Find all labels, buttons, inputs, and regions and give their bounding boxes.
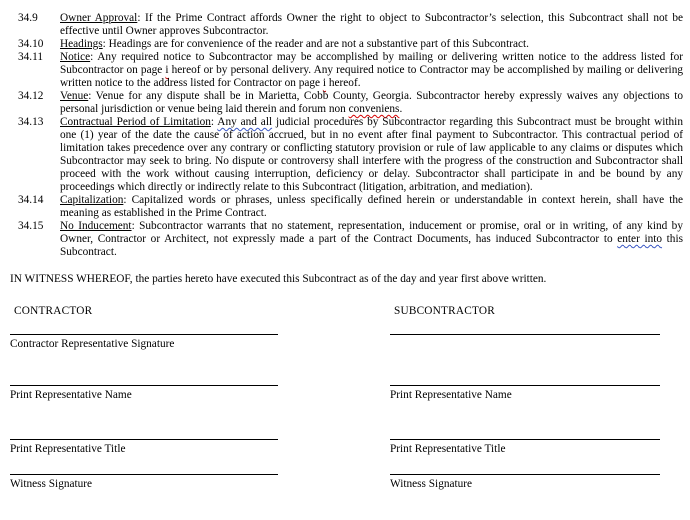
- clause-text: [60, 194, 683, 220]
- clause-number: 34.15: [18, 220, 44, 232]
- clause-number: 34.10: [18, 38, 44, 50]
- clause-text: [60, 51, 683, 90]
- signature-column-title: SUBCONTRACTOR: [394, 305, 495, 317]
- signature-area: [10, 305, 683, 491]
- clause-text: [60, 12, 683, 38]
- signature-line-label: [390, 335, 660, 351]
- clause-34-15: [10, 220, 683, 259]
- clause-text: [60, 220, 683, 259]
- signature-line-label: Contractor Representative Signature: [10, 338, 175, 350]
- grammar-check-underline: Any and all: [217, 116, 273, 128]
- clause-text: [60, 38, 683, 51]
- clause-segment: : Headings are for convenience of the reader and are not a substantive part of this Subcontract.: [102, 38, 529, 50]
- signature-line-label: Print Representative Title: [390, 443, 506, 455]
- clause-heading: Venue: [60, 90, 89, 102]
- clause-segment: this Subcontract.: [60, 233, 683, 258]
- clause-segment: hereof or by personal delivery. Any required notice to Contractor may be accomplished by mailing or delivering written notice to the address listed for Contractor on page: [60, 64, 683, 89]
- clause-number: 34.13: [18, 116, 44, 128]
- clause-segment: .: [399, 103, 403, 115]
- witness-paragraph: IN WITNESS WHEREOF, the parties hereto have executed this Subcontract as of the day and year first above written.: [10, 273, 547, 285]
- signature-line-label: Print Representative Title: [10, 443, 126, 455]
- clause-heading: Owner Approval: [60, 12, 138, 24]
- spelling-check-underline: conveniens: [348, 103, 400, 115]
- clause-34-9: [10, 12, 683, 38]
- clause-segment: hereof.: [326, 77, 361, 89]
- signature-block-contractor-2: [10, 439, 278, 456]
- spelling-check-underline: i: [165, 64, 169, 76]
- clause-heading: Notice: [60, 51, 91, 63]
- clause-34-12: [10, 90, 683, 116]
- clause-number: 34.9: [18, 12, 38, 24]
- signature-block-subcontractor-0: [390, 334, 660, 351]
- clause-number: 34.14: [18, 194, 44, 206]
- clause-segment: : Any required notice to Subcontractor may be accomplished by mailing or delivering written notice to the address listed for Subcontractor on page: [60, 51, 683, 76]
- clause-heading: Capitalization: [60, 194, 124, 206]
- clause-segment: judicial procedures by Subcontractor regarding this Subcontract must be brought within one (1) year of the date the cause of action accrued, but in no event after final payment to Subcontractor. This contractual period of limitation takes precedence over any contrary or conflicting statutory provision or rule of law applicable to any claims or disputes which Subcontractor may seek to bring. No dispute or controversy shall interfere with the progress of the construction and Subcontractor shall proceed with the work without causing interruption, deficiency or delay. Subcontractor shall participate in and be bound by any proceedings which directly or indirectly relate to this Subcontract (litigation, arbitration, and mediation).: [60, 116, 683, 193]
- clause-list: [10, 12, 683, 259]
- signature-block-contractor-1: [10, 385, 278, 402]
- clause-segment: : If the Prime Contract affords Owner the right to object to Subcontractor’s selection, this Subcontract shall not be effective until Owner approves Subcontractor.: [60, 12, 683, 37]
- clause-text: [60, 116, 683, 194]
- grammar-check-underline: enter into: [617, 233, 663, 245]
- signature-column-contractor: [10, 305, 278, 491]
- clause-34-10: [10, 38, 683, 51]
- clause-heading: No Inducement: [60, 220, 132, 232]
- clause-segment: :: [210, 116, 218, 128]
- signature-line-label: Witness Signature: [390, 478, 473, 490]
- signature-column-subcontractor: [390, 305, 660, 491]
- signature-line-label: Witness Signature: [10, 478, 93, 490]
- clause-segment: : Venue for any dispute shall be in Marietta, Cobb County, Georgia. Subcontractor hereby expressly waives any objections to personal jurisdiction or venue being laid therein and forum non: [60, 90, 683, 115]
- signature-line-label: Print Representative Name: [10, 389, 132, 401]
- signature-column-title: CONTRACTOR: [14, 305, 93, 317]
- clause-heading: Contractual Period of Limitation: [60, 116, 211, 128]
- signature-block-contractor-0: [10, 334, 278, 351]
- clause-number: 34.11: [18, 51, 43, 63]
- spelling-check-underline: i: [322, 77, 327, 89]
- clause-34-13: [10, 116, 683, 194]
- signature-block-subcontractor-2: [390, 439, 660, 456]
- clause-segment: : Subcontractor warrants that no statement, representation, inducement or promise, oral or in writing, of any kind by Owner, Contractor or Architect, not expressly made a part of the Contract Documents, has induced Subcontractor to: [60, 220, 683, 245]
- clause-heading: Headings: [60, 38, 103, 50]
- clause-34-11: [10, 51, 683, 90]
- signature-block-subcontractor-1: [390, 385, 660, 402]
- clause-segment: : Capitalized words or phrases, unless specifically defined herein or understandable in context herein, shall have the meaning as established in the Prime Contract.: [60, 194, 683, 219]
- clause-number: 34.12: [18, 90, 44, 102]
- signature-block-contractor-3: [10, 474, 278, 491]
- clause-34-14: [10, 194, 683, 220]
- signature-block-subcontractor-3: [390, 474, 660, 491]
- clause-text: [60, 90, 683, 116]
- signature-line-label: Print Representative Name: [390, 389, 512, 401]
